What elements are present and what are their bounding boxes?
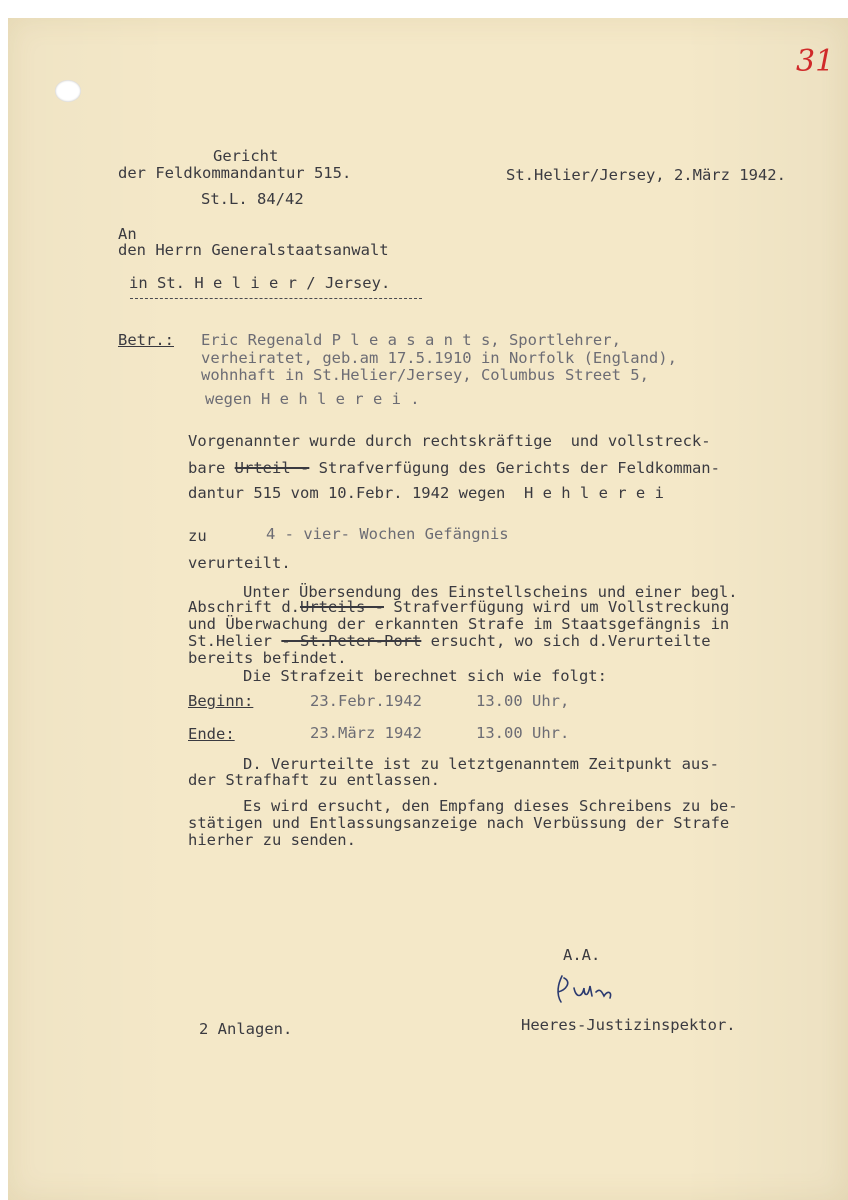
subject-line4: wegen H e h l e r e i . bbox=[205, 390, 420, 408]
body-p1-line3: dantur 515 vom 10.Febr. 1942 wegen H e h l e r e i bbox=[188, 484, 664, 502]
struck-text: Urteil - bbox=[234, 459, 310, 477]
handwritten-signature bbox=[552, 970, 642, 1010]
end-time: 13.00 Uhr. bbox=[476, 724, 570, 742]
body-p1-line2: bare Urteil - Strafverfügung des Gerichts der Feldkomman- bbox=[188, 459, 720, 477]
place-date: St.Helier/Jersey, 2.März 1942. bbox=[506, 166, 786, 184]
end-label: Ende: bbox=[188, 725, 235, 743]
body-p5-line2: stätigen und Entlassungsanzeige nach Verbüssung der Strafe bbox=[188, 814, 730, 832]
begin-time: 13.00 Uhr, bbox=[476, 692, 570, 710]
file-reference: St.L. 84/42 bbox=[201, 190, 304, 208]
body-p5-line1: Es wird ersucht, den Empfang dieses Schreibens zu be- bbox=[243, 797, 738, 815]
body-p4-line2: der Strafhaft zu entlassen. bbox=[188, 771, 440, 789]
body-p5-line3: hierher zu senden. bbox=[188, 831, 356, 849]
begin-date: 23.Febr.1942 bbox=[310, 692, 422, 710]
recipient-line2: den Herrn Generalstaatsanwalt bbox=[118, 241, 389, 259]
subject-line2: verheiratet, geb.am 17.5.1910 in Norfolk (England), bbox=[201, 349, 677, 367]
body-p2-line5: bereits befindet. bbox=[188, 649, 347, 667]
end-date: 23.März 1942 bbox=[310, 724, 422, 742]
page-number: 31 bbox=[796, 44, 835, 79]
sentence-prefix: zu bbox=[188, 527, 207, 545]
body-p2-line2: Abschrift d.Urteils - Strafverfügung wird um Vollstreckung bbox=[188, 598, 730, 616]
body-p2-line4: St.Helier - St.Peter-Port ersucht, wo sich d.Verurteilte bbox=[188, 632, 711, 650]
recipient-line3: in St. H e l i e r / Jersey. bbox=[129, 274, 391, 292]
punch-hole bbox=[55, 80, 81, 102]
struck-text: - St.Peter-Port bbox=[281, 632, 422, 650]
signer-title: Heeres-Justizinspektor. bbox=[521, 1016, 736, 1034]
body-p4-line1: D. Verurteilte ist zu letztgenanntem Zeitpunkt aus- bbox=[243, 755, 719, 773]
court-name-line2: der Feldkommandantur 515. bbox=[118, 164, 352, 182]
begin-label: Beginn: bbox=[188, 692, 254, 710]
subject-line1: Eric Regenald P l e a s a n t s, Sportlehrer, bbox=[201, 331, 621, 349]
aa-marker: A.A. bbox=[563, 946, 601, 964]
subject-line3: wohnhaft in St.Helier/Jersey, Columbus Street 5, bbox=[201, 366, 649, 384]
body-p3: Die Strafzeit berechnet sich wie folgt: bbox=[243, 667, 607, 685]
verdict-text: verurteilt. bbox=[188, 554, 291, 572]
court-name-line1: Gericht bbox=[213, 147, 279, 165]
subject-label: Betr.: bbox=[118, 331, 174, 349]
enclosures: 2 Anlagen. bbox=[199, 1020, 293, 1038]
sentence-text: 4 - vier- Wochen Gefängnis bbox=[266, 525, 509, 543]
recipient-line1: An bbox=[118, 225, 137, 243]
struck-text: Urteils - bbox=[299, 598, 384, 616]
body-p2-line3: und Überwachung der erkannten Strafe im Staatsgefängnis in bbox=[188, 615, 730, 633]
recipient-underline bbox=[130, 298, 422, 299]
body-p1-line1: Vorgenannter wurde durch rechtskräftige und vollstreck- bbox=[188, 432, 711, 450]
body-p2-line1: Unter Übersendung des Einstellscheins und einer begl. bbox=[243, 583, 738, 601]
